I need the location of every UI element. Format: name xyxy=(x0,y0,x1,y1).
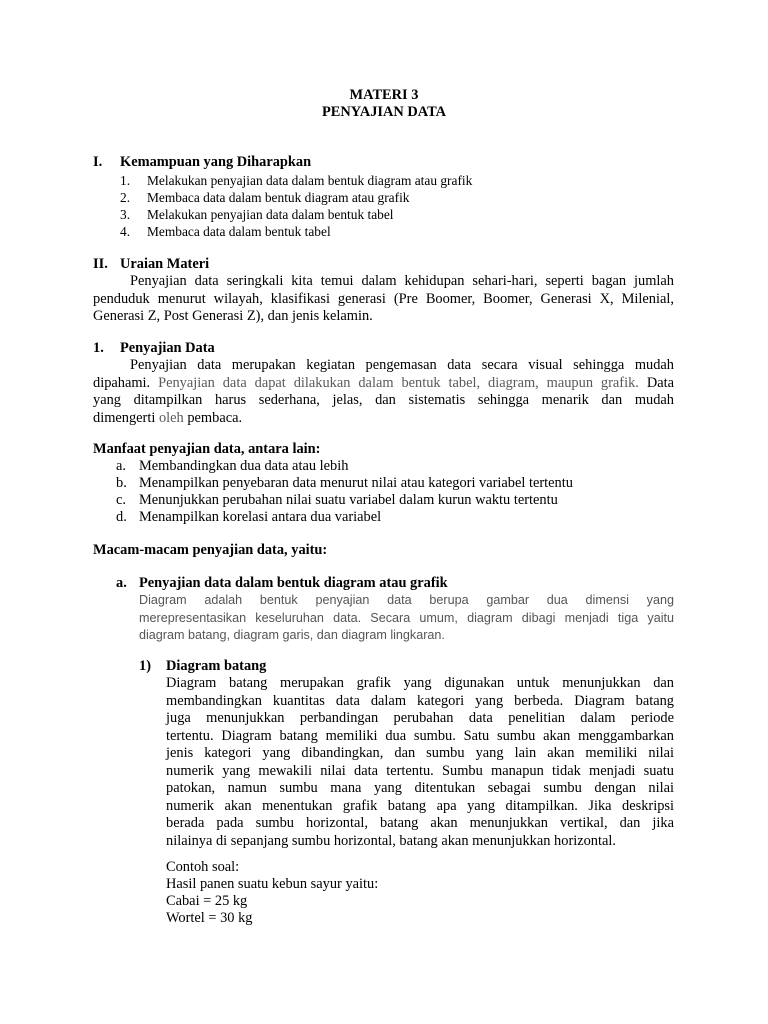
type-a-letter: a. xyxy=(116,575,127,591)
paragraph-line: juga menunjukkan perbandingan perubahan data penelitian dalam periode xyxy=(166,710,674,726)
example-label: Contoh soal: xyxy=(166,859,240,875)
benefit-item: Menampilkan korelasi antara dua variabel xyxy=(139,509,382,525)
benefit-letter: d. xyxy=(116,509,127,525)
section-1-number: I. xyxy=(93,154,103,170)
paragraph-line: numerik akan menentukan grafik batang apa yang ditampilkan. Jika deskripsi xyxy=(166,797,674,814)
paragraph-line: Diagram batang merupakan grafik yang digunakan untuk menunjukkan dan xyxy=(166,675,674,691)
type-a-heading: Penyajian data dalam bentuk diagram atau grafik xyxy=(139,575,448,591)
text-fragment: pembaca. xyxy=(187,409,243,426)
objective-number: 3. xyxy=(120,207,131,222)
bar-chart-number: 1) xyxy=(139,658,151,674)
benefit-item: Menunjukkan perubahan nilai suatu variabel dalam kurun waktu tertentu xyxy=(139,492,558,508)
paragraph-line: berada pada sumbu horizontal, batang akan menunjukkan vertikal, dan jika xyxy=(166,815,674,831)
paragraph-line: Penyajian data merupakan kegiatan pengemasan data secara visual sehingga mudah xyxy=(130,357,674,373)
text-fragment-grey: Penyajian data dapat dilakukan dalam bentuk tabel, diagram, maupun grafik. xyxy=(158,374,639,391)
benefit-item: Menampilkan penyebaran data menurut nilai atau kategori variabel tertentu xyxy=(139,475,573,491)
section-2-heading: Uraian Materi xyxy=(120,256,210,272)
subsection-1-heading: Penyajian Data xyxy=(120,340,215,356)
paragraph-line: jenis kategori yang dibandingkan, dan sumbu yang lain akan memiliki nilai xyxy=(166,745,674,761)
paragraph-line: Generasi Z, Post Generasi Z), dan jenis kelamin. xyxy=(93,308,373,324)
subsection-1-paragraph xyxy=(93,357,674,427)
benefit-letter: c. xyxy=(116,492,126,508)
paragraph-line: merepresentasikan keseluruhan data. Secara umum, diagram dibagi menjadi tiga yaitu xyxy=(139,610,674,625)
paragraph-line: numerik yang mewakili nilai data tertentu. Sumbu manapun tidak menjadi suatu xyxy=(166,762,674,779)
objective-number: 2. xyxy=(120,190,131,205)
paragraph-line: patokan, namun sumbu mana yang ditentukan sebagai sumbu dengan nilai xyxy=(166,780,674,796)
benefit-letter: b. xyxy=(116,475,127,491)
objective-number: 4. xyxy=(120,224,131,239)
objective-item: Membaca data dalam bentuk tabel xyxy=(147,224,331,239)
example-intro: Hasil panen suatu kebun sayur yaitu: xyxy=(166,876,379,892)
paragraph-line: tertentu. Diagram batang memiliki dua sumbu. Satu sumbu akan menggambarkan xyxy=(166,727,674,744)
section-2-paragraph xyxy=(93,273,674,326)
document-subtitle: PENYAJIAN DATA xyxy=(321,104,447,120)
paragraph-line: Penyajian data seringkali kita temui dalam kehidupan sehari-hari, seperti bagan jumlah xyxy=(130,273,674,289)
example-item: Wortel = 30 kg xyxy=(166,910,253,926)
paragraph-line: membandingkan kuantitas data dalam kategori yang berbeda. Diagram batang xyxy=(166,692,674,709)
objective-item: Melakukan penyajian data dalam bentuk tabel xyxy=(147,207,394,222)
objective-item: Melakukan penyajian data dalam bentuk diagram atau grafik xyxy=(147,173,473,188)
benefit-item: Membandingkan dua data atau lebih xyxy=(139,458,349,474)
paragraph-line: yang ditampilkan harus sederhana, jelas, dan sistematis sehingga menarik dan mudah xyxy=(93,392,674,408)
document-title: MATERI 3 xyxy=(349,87,419,103)
paragraph-line-mixed xyxy=(93,410,674,428)
text-fragment: dipahami. xyxy=(93,374,151,391)
bar-chart-paragraph xyxy=(166,675,674,850)
types-heading: Macam-macam penyajian data, yaitu: xyxy=(93,542,328,558)
paragraph-line: penduduk menurut wilayah, klasifikasi generasi (Pre Boomer, Boomer, Generasi X, Milenial, xyxy=(93,290,674,307)
subsection-1-number: 1. xyxy=(93,340,104,356)
benefits-heading: Manfaat penyajian data, antara lain: xyxy=(93,441,321,457)
section-2-number: II. xyxy=(93,256,108,272)
example-item: Cabai = 25 kg xyxy=(166,893,248,909)
paragraph-line-mixed xyxy=(93,375,674,393)
text-fragment: dimengerti xyxy=(93,409,156,426)
objective-item: Membaca data dalam bentuk diagram atau grafik xyxy=(147,190,410,205)
text-fragment: Data xyxy=(646,374,674,391)
type-a-paragraph xyxy=(139,592,674,645)
paragraph-line: Diagram adalah bentuk penyajian data berupa gambar dua dimensi yang xyxy=(139,593,674,607)
objective-number: 1. xyxy=(120,173,131,188)
bar-chart-heading: Diagram batang xyxy=(166,658,267,674)
text-fragment-grey: oleh xyxy=(158,409,184,426)
benefit-letter: a. xyxy=(116,458,126,474)
section-1-heading: Kemampuan yang Diharapkan xyxy=(120,154,312,170)
paragraph-line: diagram batang, diagram garis, dan diagram lingkaran. xyxy=(139,628,445,642)
paragraph-line: nilainya di sepanjang sumbu horizontal, batang akan menunjukkan horizontal. xyxy=(166,832,616,849)
